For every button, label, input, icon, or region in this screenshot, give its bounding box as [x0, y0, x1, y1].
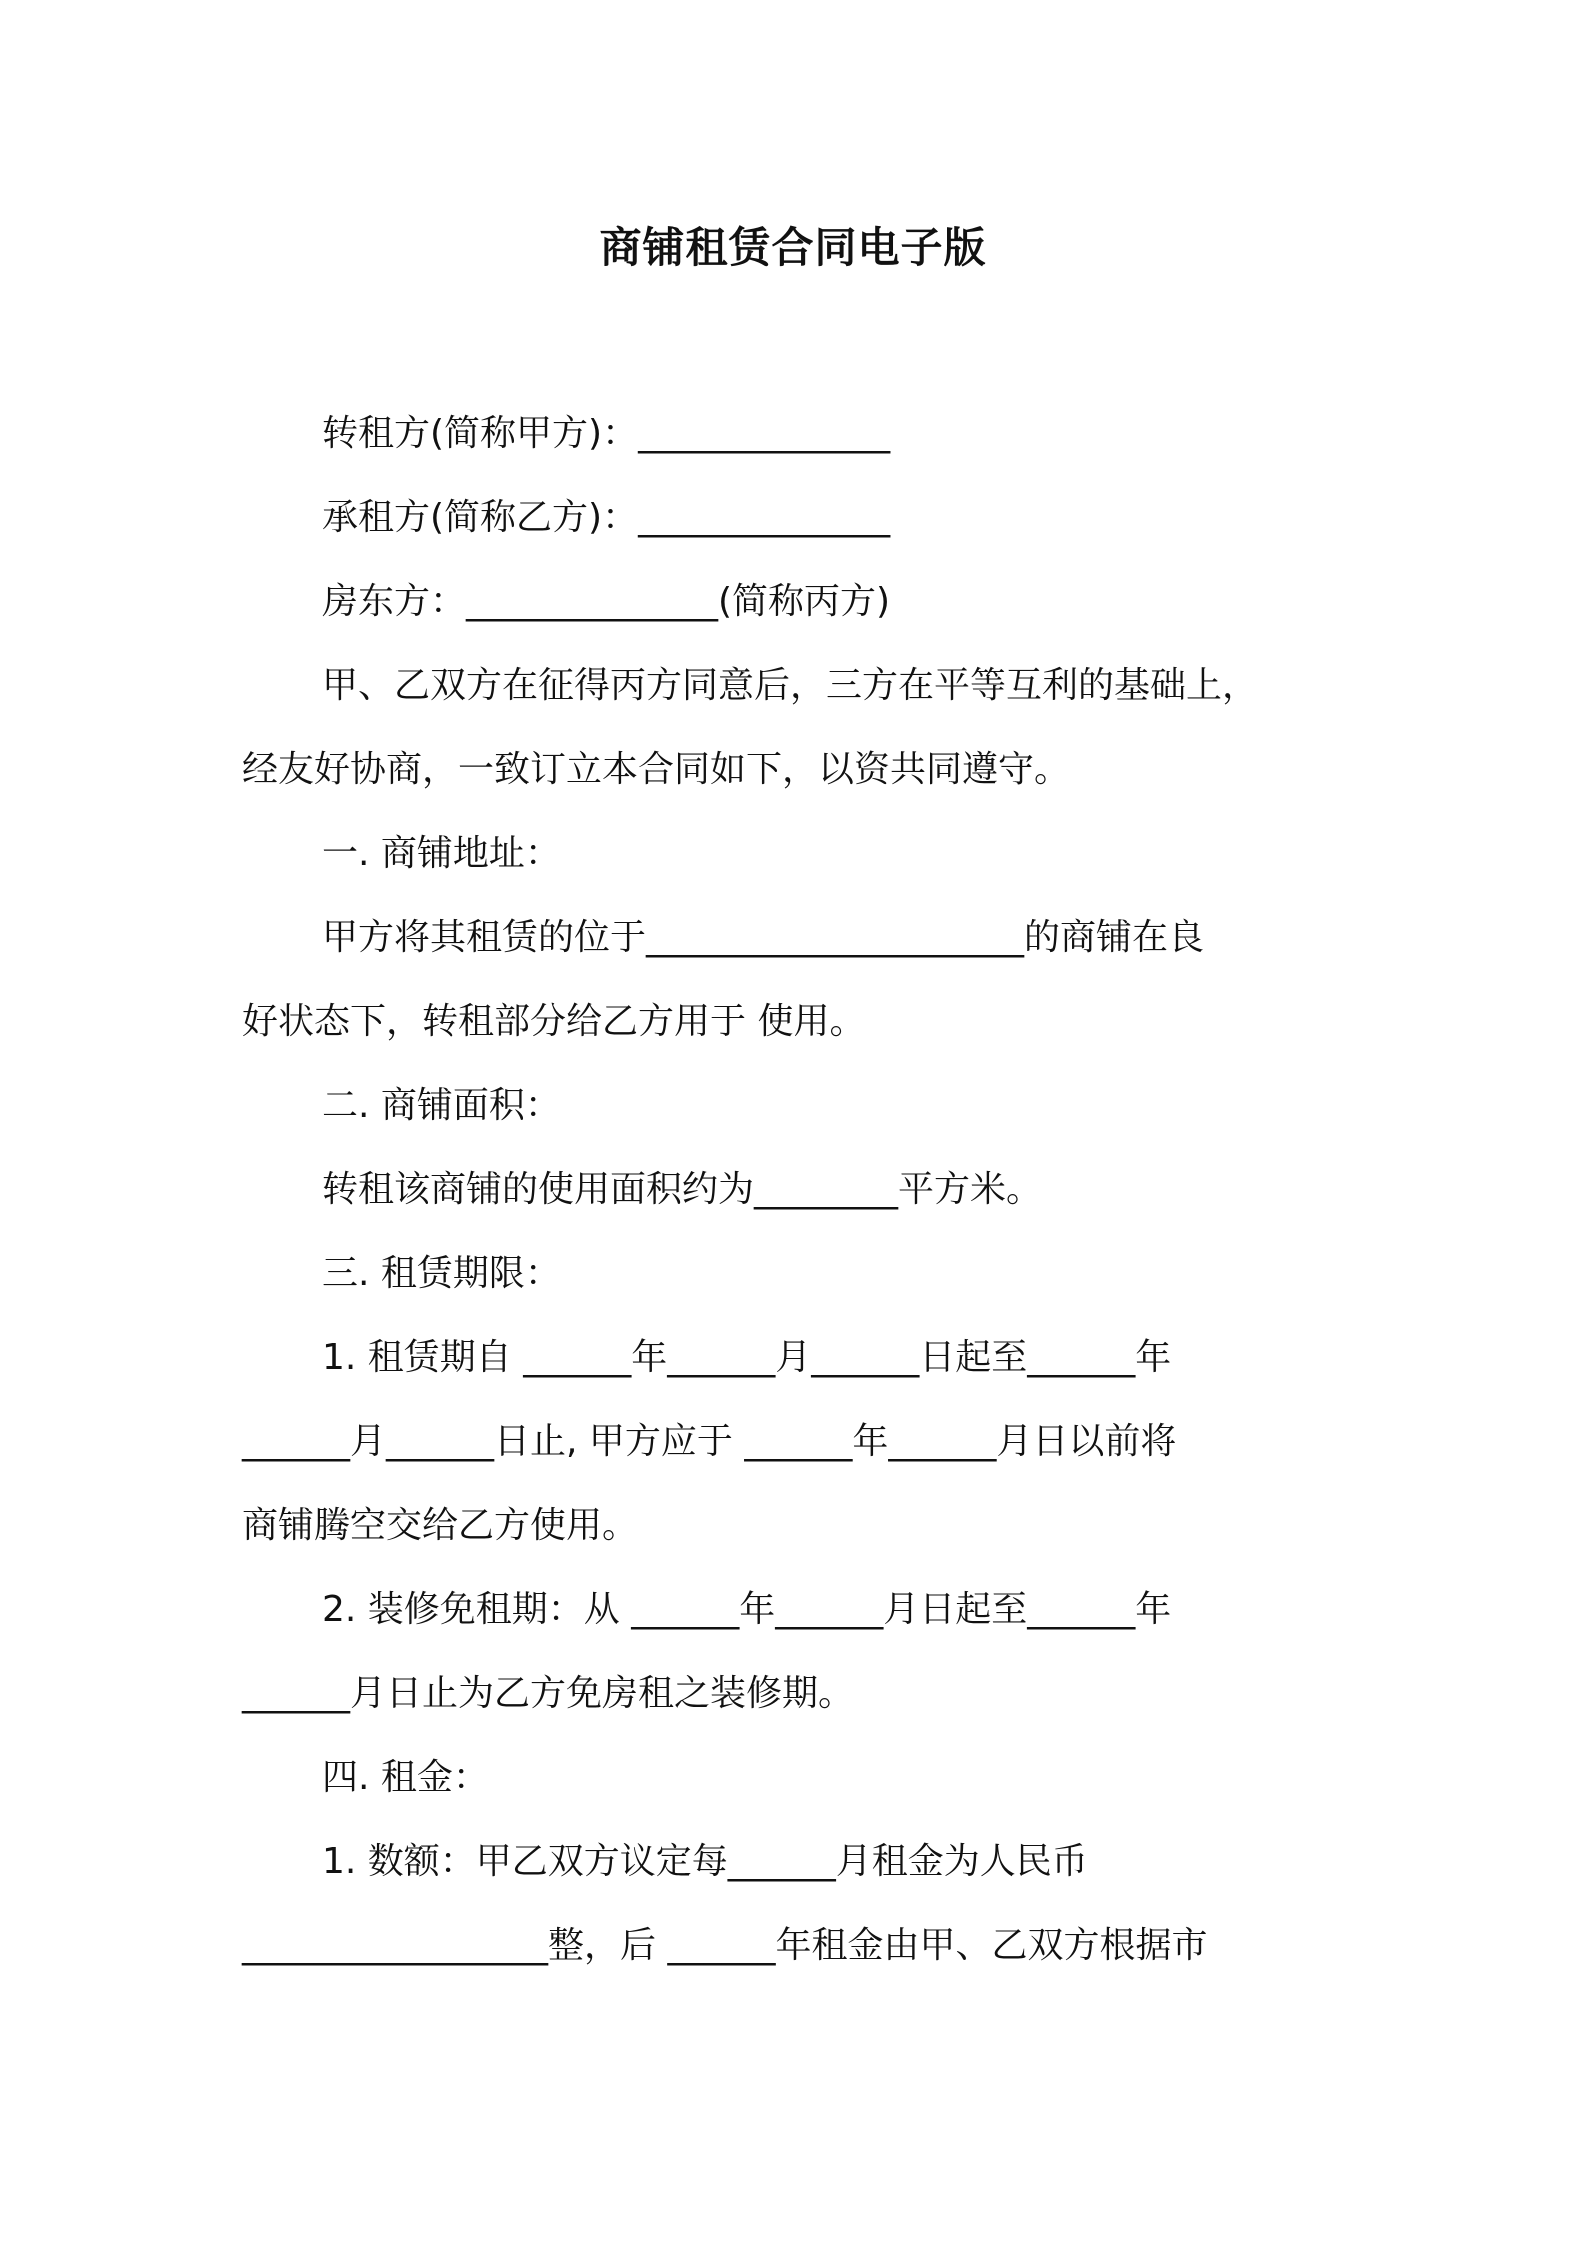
party-b-line: 承租方(简称乙方)：______________ — [322, 497, 891, 538]
section-3-item-1-line-2: ______月______日止, 甲方应于 ______年______月日以前将 — [242, 1421, 1177, 1462]
section-2-heading: 二. 商铺面积： — [322, 1085, 561, 1126]
party-a-line: 转租方(简称甲方)：______________ — [322, 413, 891, 454]
section-1-heading: 一. 商铺地址： — [322, 833, 561, 874]
section-2-text: 转租该商铺的使用面积约为________平方米。 — [322, 1169, 1043, 1210]
section-4-item-1-line-2: _________________整，后 ______年租金由甲、乙双方根据市 — [242, 1925, 1208, 1966]
section-4-heading: 四. 租金： — [322, 1757, 489, 1798]
section-1-text-2: 好状态下，转租部分给乙方用于 使用。 — [242, 1001, 866, 1042]
section-1-text-1: 甲方将其租赁的位于_____________________的商铺在良 — [322, 917, 1205, 958]
section-3-item-1-line-1: 1. 租赁期自 ______年______月______日起至______年 — [322, 1337, 1172, 1378]
landlord-line: 房东方：______________(简称丙方) — [322, 581, 891, 622]
preamble-line-1 — [322, 658, 1352, 714]
section-3-item-2-line-2: ______月日止为乙方免房租之装修期。 — [242, 1673, 855, 1714]
document-title: 商铺租赁合同电子版 — [599, 223, 987, 272]
section-4-item-1-line-1: 1. 数额：甲乙双方议定每______月租金为人民币 — [322, 1841, 1088, 1882]
section-3-heading: 三. 租赁期限： — [322, 1253, 561, 1294]
preamble-text-1: 甲、乙双方在征得丙方同意后，三方在平等互利的基础上， — [322, 665, 1259, 706]
preamble-line-2: 经友好协商，一致订立本合同如下，以资共同遵守。 — [242, 749, 1071, 790]
section-3-item-2-line-1: 2. 装修免租期：从 ______年______月日起至______年 — [322, 1589, 1172, 1630]
section-3-item-1-line-3: 商铺腾空交给乙方使用。 — [242, 1505, 639, 1546]
